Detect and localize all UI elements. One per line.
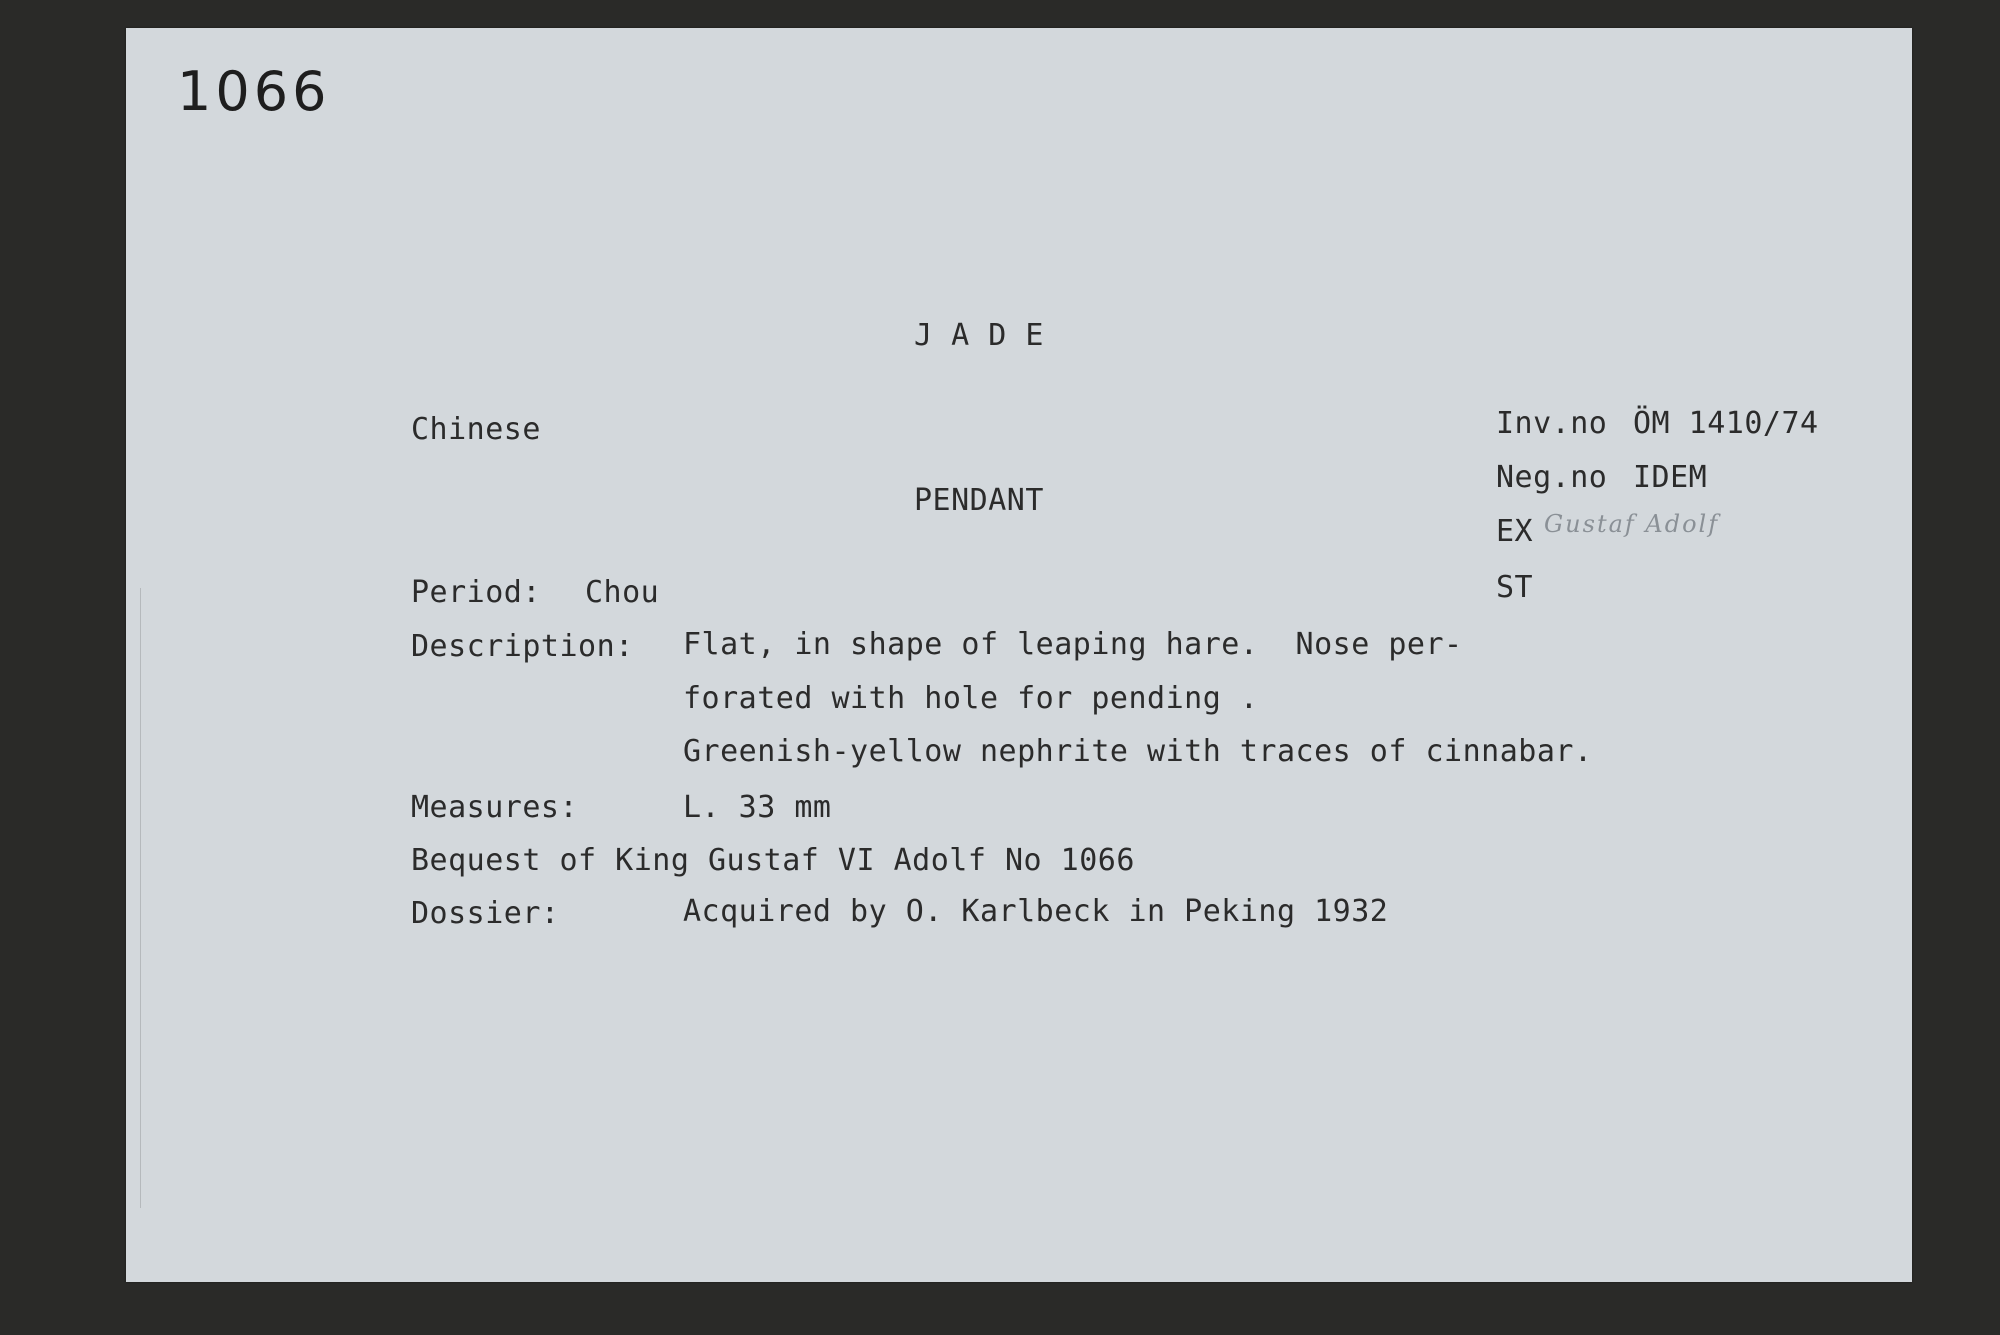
period-label: Period: (411, 575, 541, 610)
inv-no-label: Inv.no (1496, 406, 1608, 441)
description-label: Description: (411, 629, 634, 664)
description-line: Greenish-yellow nephrite with traces of cinnabar. (683, 734, 1593, 769)
material-heading: J A D E (914, 318, 1044, 353)
ex-handwritten-value: Gustaf Adolf (1544, 510, 1720, 538)
neg-no-label: Neg.no (1496, 460, 1608, 495)
description-line: forated with hole for pending . (683, 681, 1259, 716)
catalog-card (126, 28, 1912, 1282)
dossier-label: Dossier: (411, 896, 560, 931)
ex-label: EX (1496, 514, 1534, 549)
handwritten-card-number: 1066 (177, 60, 331, 123)
description-line: Flat, in shape of leaping hare. Nose per- (683, 627, 1463, 662)
neg-no-value: IDEM (1633, 460, 1708, 495)
inv-no-value: ÖM 1410/74 (1633, 406, 1819, 441)
measures-label: Measures: (411, 790, 579, 825)
st-label: ST (1496, 570, 1534, 605)
object-type: PENDANT (914, 483, 1044, 518)
origin-text: Chinese (411, 412, 541, 447)
period-value: Chou (585, 575, 660, 610)
measures-value: L. 33 mm (683, 790, 832, 825)
dossier-value: Acquired by O. Karlbeck in Peking 1932 (683, 894, 1389, 929)
bequest-text: Bequest of King Gustaf VI Adolf No 1066 (411, 843, 1135, 878)
